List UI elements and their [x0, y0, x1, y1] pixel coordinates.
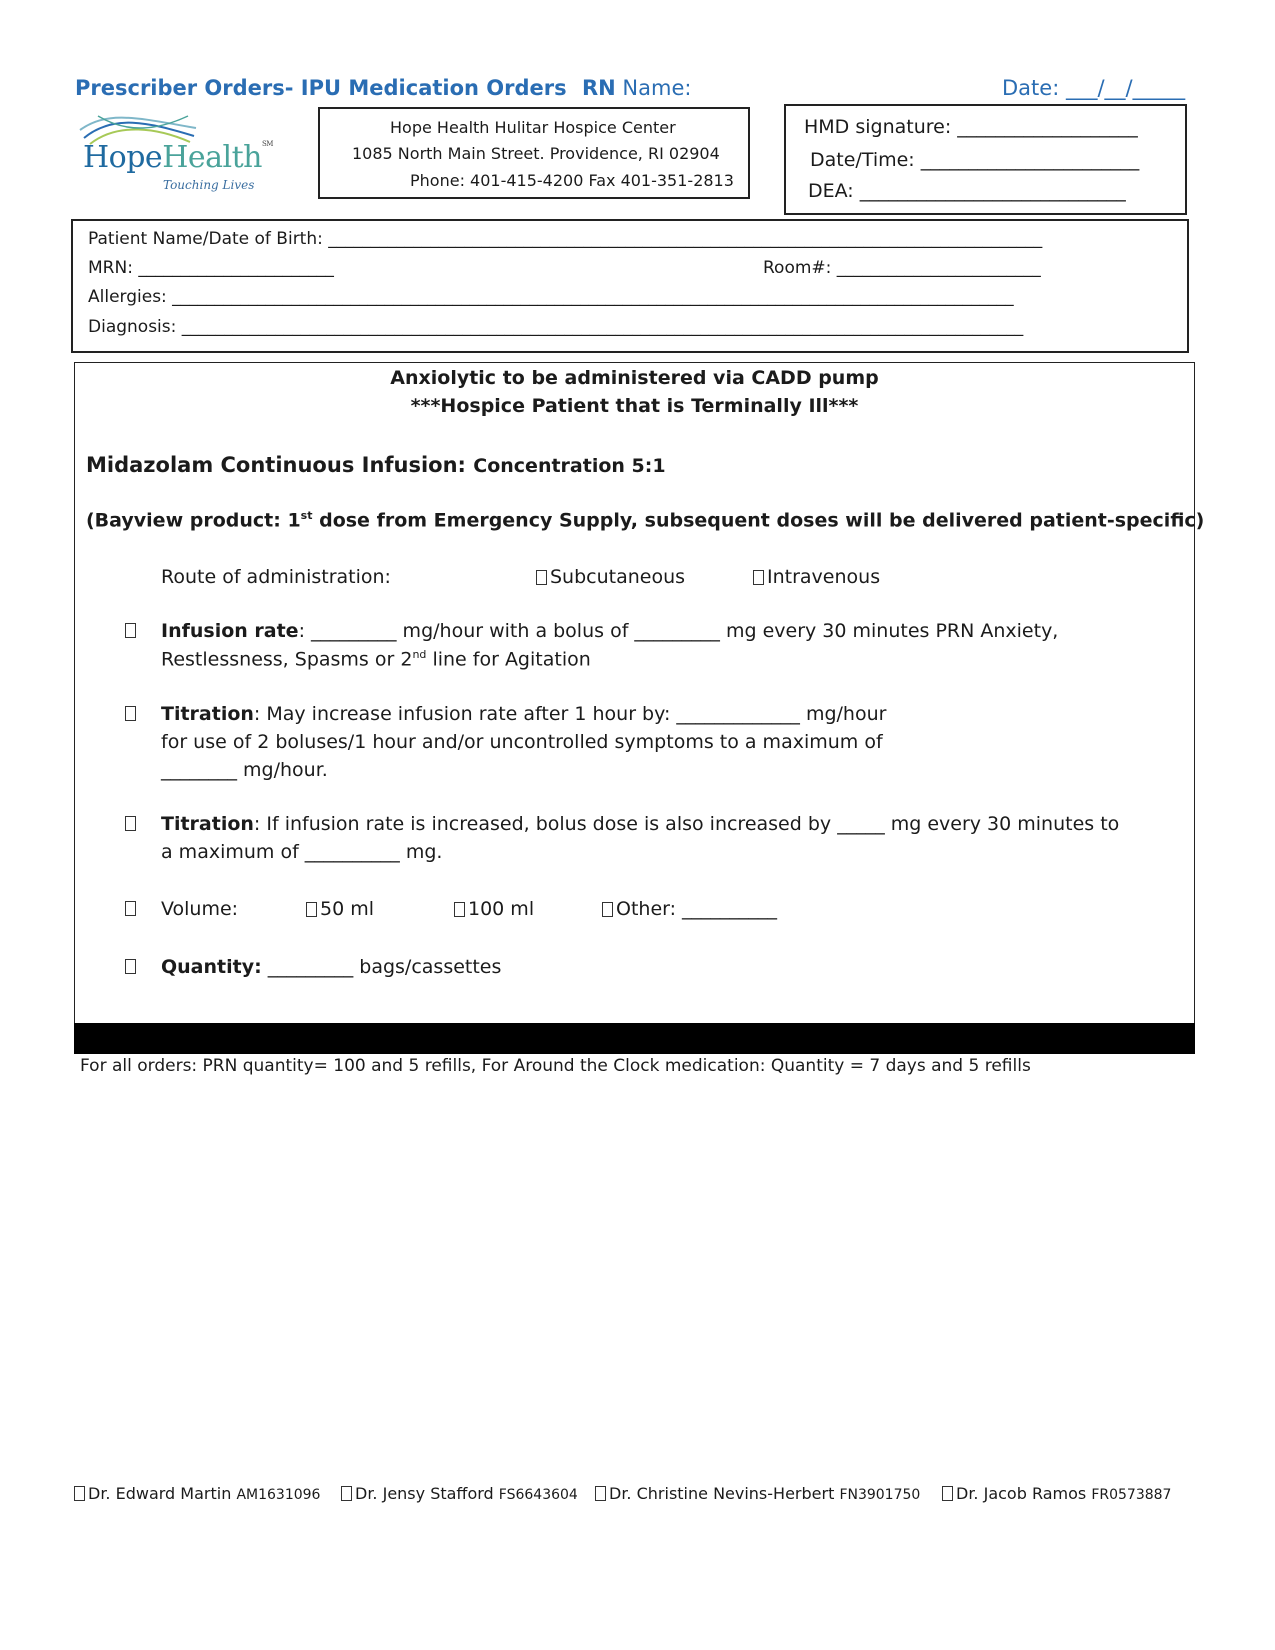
order-box [74, 362, 1205, 1054]
patient-info-box [71, 219, 1189, 353]
signature-box [784, 104, 1187, 215]
volume-100ml-checkbox[interactable] [454, 902, 465, 917]
diagnosis-field[interactable]: Diagnosis: ___________________________________________________________________________________________________ [88, 317, 1024, 337]
form-title: Prescriber Orders- IPU Medication Orders [75, 76, 567, 100]
dea-field[interactable]: DEA: ____________________________ [808, 180, 1126, 202]
doctor-checkbox[interactable] [942, 1486, 953, 1501]
bayview-text-a: (Bayview product: 1 [86, 509, 301, 532]
titration-increase-label: Titration [161, 703, 254, 725]
infusion-sup: nd [412, 648, 427, 661]
doctor-name: Dr. Jensy Stafford [355, 1484, 494, 1503]
bayview-sup: st [300, 509, 313, 522]
route-intravenous-option[interactable] [753, 566, 880, 588]
quantity-label: Quantity: [161, 956, 262, 978]
doctor-checkbox[interactable] [74, 1486, 85, 1501]
quantity-checkbox[interactable] [125, 959, 136, 974]
infusion-rate-label: Infusion rate [161, 620, 299, 642]
doctor-option-2[interactable] [341, 1484, 578, 1503]
infusion-text-2b: line for Agitation [426, 648, 591, 671]
hmd-signature-field[interactable]: HMD signature: ___________________ [804, 116, 1138, 138]
doctor-checkbox[interactable] [595, 1486, 606, 1501]
doctor-dea: AM1631096 [236, 1487, 321, 1503]
volume-50ml-option[interactable] [306, 898, 374, 920]
doctor-name: Dr. Jacob Ramos [956, 1484, 1087, 1503]
doctor-option-4[interactable] [942, 1484, 1171, 1503]
titration-bolus-text: : If infusion rate is increased, bolus dose is also increased by _____ mg every 30 minutes to [253, 813, 1120, 835]
volume-other-checkbox[interactable] [602, 902, 613, 917]
logo-name-hope: Hope [83, 140, 163, 175]
logo-name-health: Health [162, 140, 262, 175]
hope-health-logo [78, 108, 278, 198]
infusion-rate-line1 [161, 620, 1058, 642]
doctor-option-1[interactable] [74, 1484, 320, 1503]
route-subcutaneous-option[interactable] [536, 566, 685, 588]
drug-title-line [86, 453, 666, 477]
logo-tagline: Touching Lives [163, 178, 255, 192]
rn-label-bold: RN [582, 76, 616, 100]
titration-increase-line3: ________ mg/hour. [161, 759, 328, 781]
infusion-rate-text: : _________ mg/hour with a bolus of _________ mg every 30 minutes PRN Anxiety, [298, 620, 1059, 642]
concentration: Concentration 5:1 [473, 455, 666, 477]
volume-other-option[interactable] [602, 898, 777, 920]
infusion-text-2a: Restlessness, Spasms or 2 [161, 648, 413, 671]
facility-phone: Phone: 401-415-4200 Fax 401-351-2813 [410, 171, 734, 190]
facility-name: Hope Health Hulitar Hospice Center [390, 118, 676, 137]
volume-100ml-label: 100 ml [468, 898, 535, 920]
subcutaneous-checkbox[interactable] [536, 570, 547, 585]
rn-name-label[interactable] [582, 76, 691, 100]
bayview-note [86, 509, 1204, 531]
intravenous-checkbox[interactable] [753, 570, 764, 585]
doctor-dea: FN3901750 [839, 1487, 921, 1503]
doctor-name: Dr. Christine Nevins-Herbert [609, 1484, 835, 1503]
titration-increase-line2: for use of 2 boluses/1 hour and/or uncontrolled symptoms to a maximum of [161, 731, 883, 753]
order-heading: Anxiolytic to be administered via CADD pump [390, 367, 879, 389]
allergies-field[interactable]: Allergies: ___________________________________________________________________________________________________ [88, 287, 1014, 307]
infusion-rate-line2 [161, 648, 591, 670]
drug-title: Midazolam Continuous Infusion: [86, 453, 466, 477]
route-subcutaneous-label: Subcutaneous [550, 566, 686, 588]
doctor-dea: FR0573887 [1091, 1487, 1172, 1503]
room-field[interactable]: Room#: ________________________ [763, 258, 1041, 278]
date-field[interactable]: Date: ___/__/_____ [1002, 76, 1186, 100]
volume-50ml-label: 50 ml [320, 898, 375, 920]
volume-50ml-checkbox[interactable] [306, 902, 317, 917]
facility-address: 1085 North Main Street. Providence, RI 02904 [352, 144, 720, 163]
refill-note: For all orders: PRN quantity= 100 and 5 refills, For Around the Clock medication: Quantity = 7 days and 5 refills [80, 1056, 1031, 1076]
patient-name-dob-field[interactable]: Patient Name/Date of Birth: ____________________________________________________________________________________ [88, 229, 1043, 249]
titration-bolus-checkbox[interactable] [125, 816, 136, 831]
titration-bolus-label: Titration [161, 813, 254, 835]
order-subheading: ***Hospice Patient that is Terminally Ill*** [410, 395, 859, 417]
titration-increase-checkbox[interactable] [125, 706, 136, 721]
titration-increase-line1 [161, 703, 886, 725]
titration-bolus-line2: a maximum of __________ mg. [161, 841, 443, 863]
route-label: Route of administration: [161, 566, 391, 588]
rn-label-text: Name: [615, 76, 692, 100]
doctor-option-3[interactable] [595, 1484, 920, 1503]
quantity-text: _________ bags/cassettes [261, 956, 502, 978]
volume-other-label: Other: __________ [616, 898, 778, 920]
facility-address-box [318, 107, 750, 199]
signature-datetime-field[interactable]: Date/Time: _______________________ [810, 149, 1140, 171]
route-intravenous-label: Intravenous [767, 566, 881, 588]
infusion-rate-checkbox[interactable] [125, 623, 136, 638]
titration-bolus-line1 [161, 813, 1119, 835]
volume-label: Volume: [161, 898, 239, 920]
doctor-name: Dr. Edward Martin [88, 1484, 232, 1503]
quantity-line [161, 956, 501, 978]
volume-checkbox[interactable] [125, 901, 136, 916]
bayview-text-b: dose from Emergency Supply, subsequent doses will be delivered patient-specific) [312, 509, 1205, 532]
logo-service-mark: SM [261, 140, 273, 148]
titration-increase-text: : May increase infusion rate after 1 hour by: _____________ mg/hour [253, 703, 887, 725]
volume-100ml-option[interactable] [454, 898, 534, 920]
doctor-checkbox[interactable] [341, 1486, 352, 1501]
order-box-footer-bar [74, 1023, 1195, 1054]
doctor-dea: FS6643604 [498, 1487, 578, 1503]
mrn-field[interactable]: MRN: _______________________ [88, 258, 334, 278]
